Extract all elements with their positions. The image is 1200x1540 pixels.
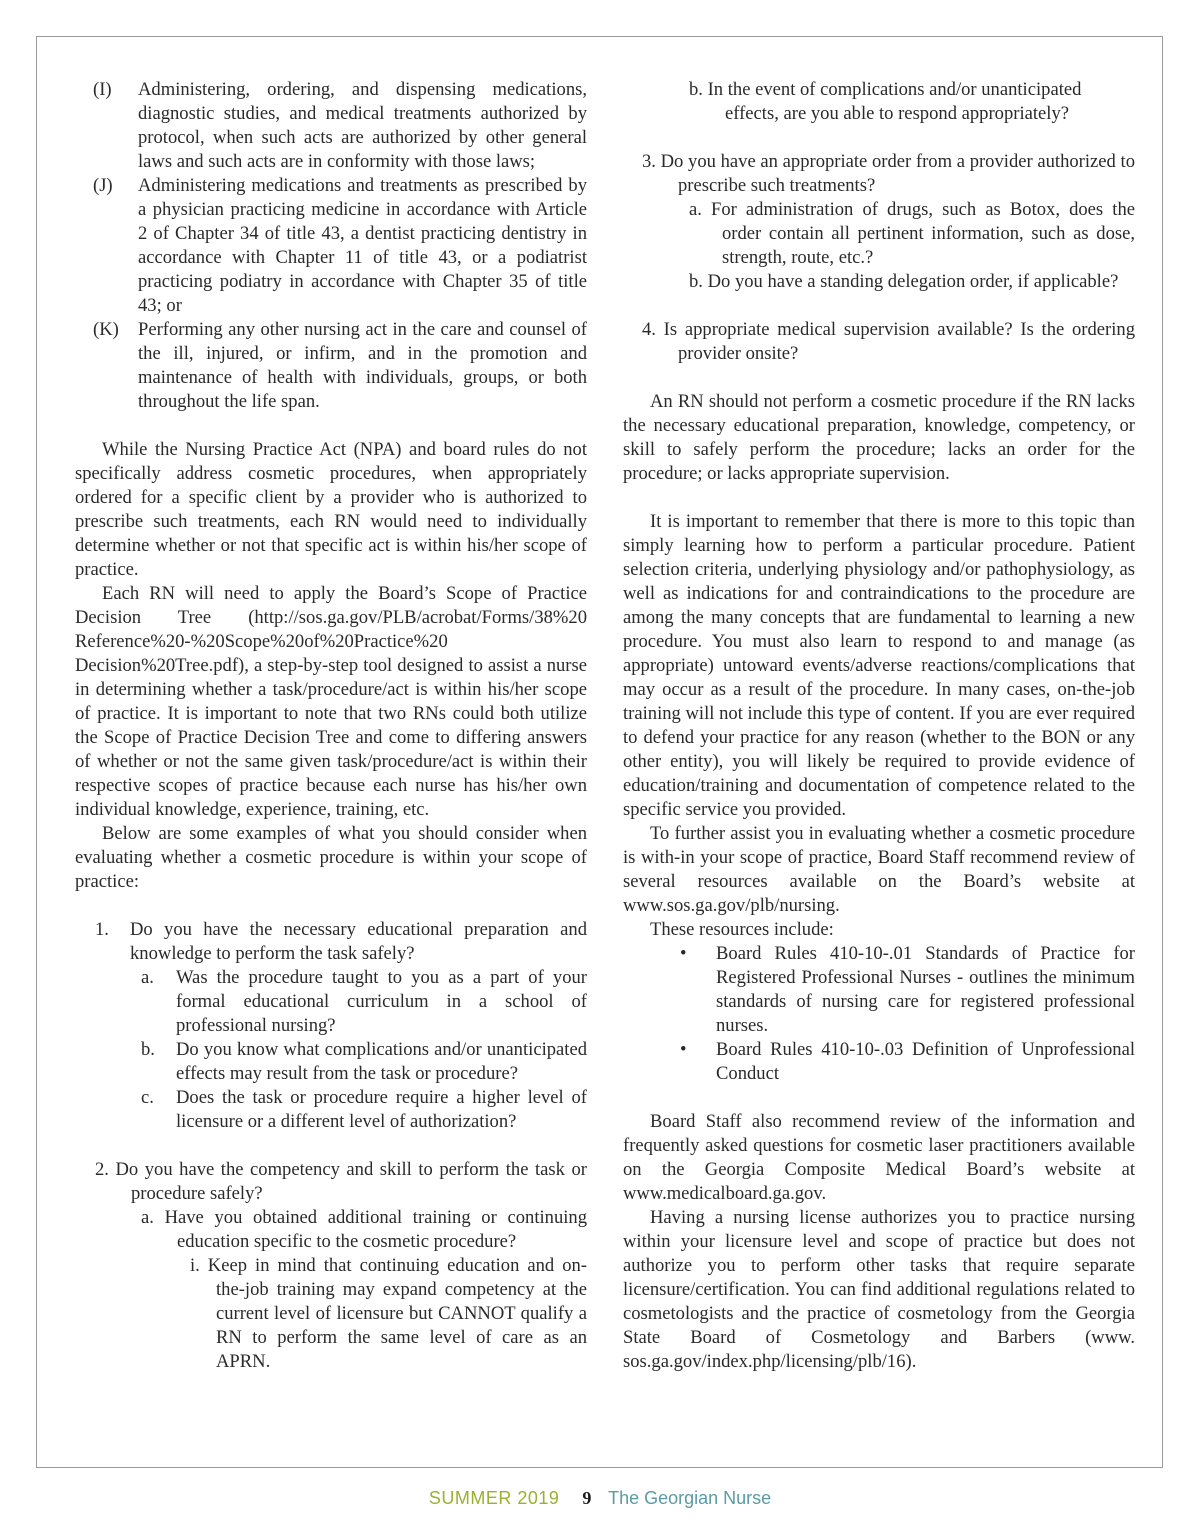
question-label: 1. — [95, 919, 109, 940]
list-item-label: (K) — [93, 319, 119, 340]
sub-question: a. For administration of drugs, such as Botox, does the order contain all pertinent information, such as dose, strength, route, etc.? — [689, 199, 1135, 268]
list-item-text: Performing any other nursing act in the care and counsel of the ill, injured, or infirm, and in the promotion and maintenance of health with individuals, groups, or both throughout the life span. — [138, 319, 587, 412]
board-staff-paragraph: Board Staff also recommend review of the information and frequently asked questions for cosmetic laser practitioners available on the Georgia Composite Medical Board’s website at www.medicalboard.ga.gov. — [623, 1111, 1135, 1204]
list-item — [93, 174, 587, 318]
list-item — [93, 78, 587, 174]
sub-question-label: c. — [141, 1087, 154, 1108]
rn-paragraph: An RN should not perform a cosmetic procedure if the RN lacks the necessary educational preparation, knowledge, competency, or skill to safely perform the procedure; lacks an order for the procedure; or lacks appropriate supervision. — [623, 391, 1135, 484]
list-item-text: Administering medications and treatments as prescribed by a physician practicing medicine in accordance with Article 2 of Chapter 34 of title 43, a dentist practicing dentistry in accordance with Chapter 11 of title 43, or a podiatrist practicing podiatry in accordance with Chapter 35 of title 43; or — [138, 175, 587, 316]
sub-question — [141, 1038, 587, 1086]
question-3: 3. Do you have an appropriate order from a provider authorized to prescribe such treatments? — [642, 151, 1135, 196]
question-2: 2. Do you have the competency and skill to perform the task or procedure safely? — [95, 1159, 587, 1204]
sub-question: b. Do you have a standing delegation order, if applicable? — [689, 271, 1119, 292]
examples-intro-paragraph: Below are some examples of what you should consider when evaluating whether a cosmetic procedure is within your scope of practice: — [75, 823, 587, 892]
sub-question-text: Was the procedure taught to you as a part of your formal educational curriculum in a school of professional nursing? — [176, 967, 587, 1036]
right-column — [623, 78, 1135, 1374]
left-column — [75, 78, 587, 1374]
important-paragraph: It is important to remember that there is more to this topic than simply learning how to perform a particular procedure. Patient selection criteria, underlying physiology and/or pathophysiology, as well as indications for and contraindications to the procedure are among the many concepts that are fundamental to learning a new procedure. You must also learn to respond to and manage (as appropriate) untoward events/adverse reactions/complications that may occur as a result of the procedure. In many cases, on-the-job training will not include this type of content. If you are ever required to defend your practice for any reason (whether to the BON or any other entity), you will likely be required to provide evidence of education/training and documentation of competence related to the specific service you provided. — [623, 511, 1135, 820]
sub-question-label: a. — [141, 967, 154, 988]
sub-sub-question: i. Keep in mind that continuing education and on-the-job training may expand competency at the current level of licensure but CANNOT qualify a RN to perform the same level of care as an APRN. — [190, 1255, 587, 1372]
bullet-item — [680, 1038, 1135, 1086]
sub-question-text: Does the task or procedure require a higher level of licensure or a different level of authorization? — [176, 1087, 587, 1132]
sub-question: b. In the event of complications and/or unanticipated effects, are you able to respond appropriately? — [689, 79, 1082, 124]
bullet-text: Board Rules 410-10-.03 Definition of Unprofessional Conduct — [716, 1039, 1135, 1084]
sub-question — [141, 966, 587, 1038]
list-item-label: (I) — [93, 79, 112, 100]
sub-question-text: Do you know what complications and/or unanticipated effects may result from the task or procedure? — [176, 1039, 587, 1084]
list-item — [93, 318, 587, 414]
sub-question-label: b. — [141, 1039, 155, 1060]
resources-intro: These resources include: — [650, 919, 834, 940]
sub-question: a. Have you obtained additional training or continuing education specific to the cosmetic procedure? — [141, 1207, 587, 1252]
bullet-icon: • — [680, 1039, 687, 1060]
page-footer — [0, 1488, 1200, 1509]
decision-tree-paragraph: Each RN will need to apply the Board’s Scope of Practice Decision Tree (http://sos.ga.gov/PLB/acrobat/Forms/38%20 Reference%20-%20Scope%20of%20Practice%20 Decision%20Tree.pdf), a step-by-step tool designed to assist a nurse in determining whether a task/procedure/act is within his/her scope of practice. It is important to note that two RNs could both utilize the Scope of Practice Decision Tree and come to differing answers of whether or not the same given task/procedure/act is within their respective scopes of practice because each nurse has his/her own individual knowledge, experience, training, etc. — [75, 583, 587, 820]
list-item-label: (J) — [93, 175, 113, 196]
npa-paragraph: While the Nursing Practice Act (NPA) and board rules do not specifically address cosmetic procedures, when appropriately ordered for a specific client by a provider who is authorized to prescribe such treatments, each RN would need to individually determine whether or not that specific act is within his/her scope of practice. — [75, 439, 587, 580]
bullet-text: Board Rules 410-10-.01 Standards of Practice for Registered Professional Nurses - outlines the minimum standards of nursing care for registered professional nurses. — [716, 943, 1135, 1036]
question-4: 4. Is appropriate medical supervision available? Is the ordering provider onsite? — [642, 319, 1135, 364]
list-item-text: Administering, ordering, and dispensing medications, diagnostic studies, and medical treatments authorized by protocol, when such acts are authorized by other general laws and such acts are in conformity with those laws; — [138, 79, 587, 172]
assist-paragraph: To further assist you in evaluating whether a cosmetic procedure is with-in your scope of practice, Board Staff recommend review of several resources available on the Board’s website at www.sos.ga.gov/plb/nursing. — [623, 823, 1135, 916]
page-number: 9 — [582, 1488, 592, 1508]
issue-season: SUMMER 2019 — [428, 1488, 560, 1508]
question-1 — [95, 918, 587, 966]
question-text: Do you have the necessary educational preparation and knowledge to perform the task safely? — [130, 919, 587, 964]
magazine-title: The Georgian Nurse — [608, 1488, 772, 1508]
bullet-icon: • — [680, 943, 687, 964]
bullet-item — [680, 942, 1135, 1038]
sub-question — [141, 1086, 587, 1134]
license-paragraph: Having a nursing license authorizes you to practice nursing within your licensure level and scope of practice but does not authorize you to perform other tasks that require separate licensure/certification. You can find additional regulations related to cosmetologists and the practice of cosmetology from the Georgia State Board of Cosmetology and Barbers (www. sos.ga.gov/index.php/licensing/plb/16). — [623, 1207, 1135, 1372]
